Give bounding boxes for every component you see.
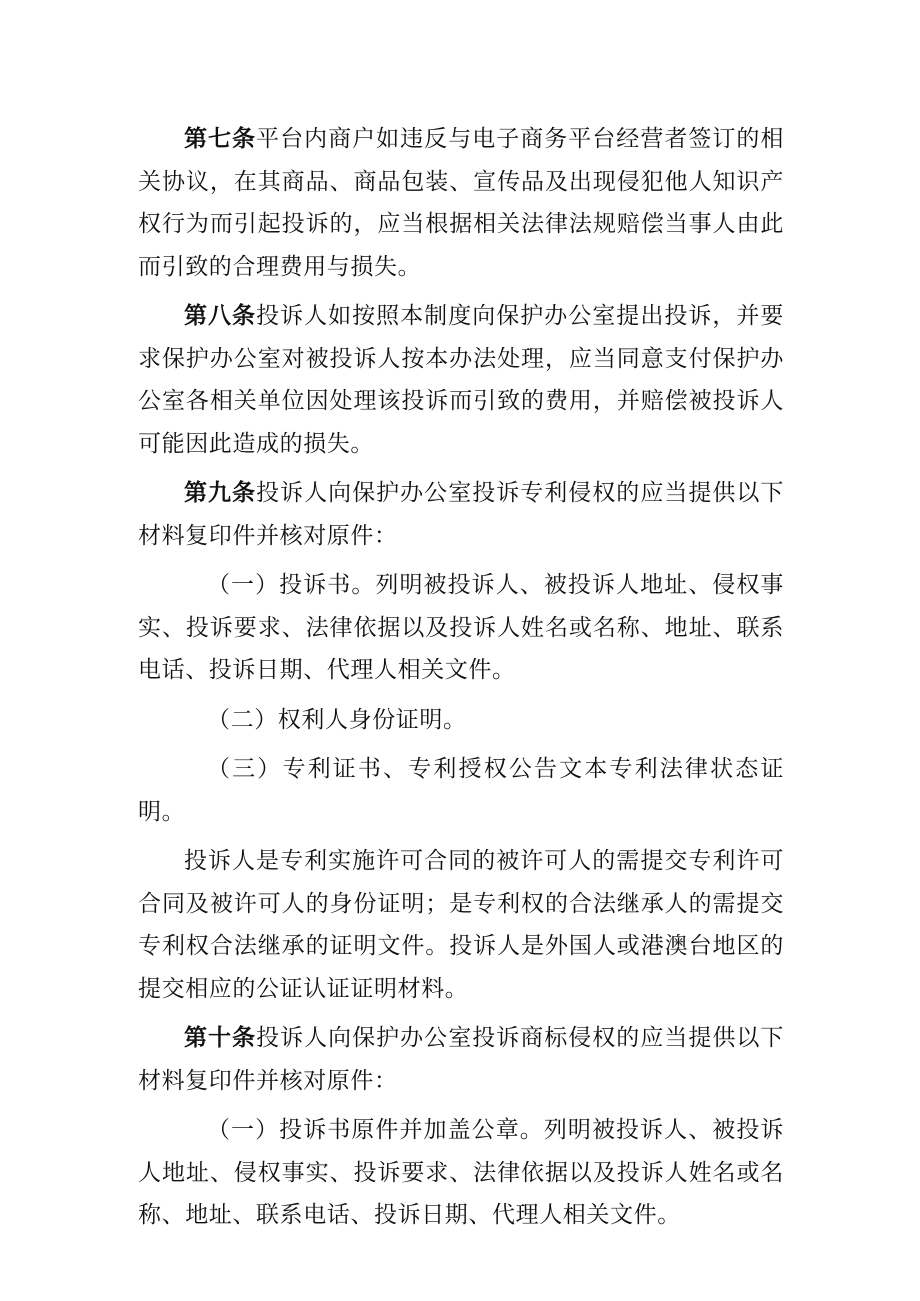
- article-9-item-3: [138, 748, 784, 833]
- article-8-paragraph: [138, 295, 784, 465]
- article-9-paragraph: [138, 472, 784, 557]
- article-9-item-3-text: （三）专利证书、专利授权公告文本专利法律状态证明。: [138, 756, 784, 825]
- article-10-paragraph: [138, 1017, 784, 1102]
- article-7-paragraph: [138, 118, 784, 288]
- document-page: [138, 118, 784, 1244]
- article-10-heading: 第十条: [184, 1024, 257, 1051]
- article-8-text: 投诉人如按照本制度向保护办公室提出投诉，并要求保护办公室对被投诉人按本办法处理，应当同意支付保护办公室各相关单位因处理该投诉而引致的费用，并赔偿被投诉人可能因此造成的损失。: [138, 303, 784, 457]
- article-10-item-1: [138, 1109, 784, 1237]
- article-8-heading: 第八条: [184, 302, 257, 329]
- article-9-heading: 第九条: [184, 479, 257, 506]
- article-10-item-1-text: （一）投诉书原件并加盖公章。列明被投诉人、被投诉人地址、侵权事实、投诉要求、法律依据以及投诉人姓名或名称、地址、联系电话、投诉日期、代理人相关文件。: [138, 1117, 784, 1228]
- article-9-note-text: 投诉人是专利实施许可合同的被许可人的需提交专利许可合同及被许可人的身份证明；是专利权的合法继承人的需提交专利权合法继承的证明文件。投诉人是外国人或港澳台地区的提交相应的公证认证证明材料。: [138, 848, 784, 1002]
- article-9-item-1-text: （一）投诉书。列明被投诉人、被投诉人地址、侵权事实、投诉要求、法律依据以及投诉人姓名或名称、地址、联系电话、投诉日期、代理人相关文件。: [138, 572, 784, 683]
- article-9-text: 投诉人向保护办公室投诉专利侵权的应当提供以下材料复印件并核对原件：: [138, 480, 784, 549]
- article-7-heading: 第七条: [184, 125, 257, 152]
- article-7-text: 平台内商户如违反与电子商务平台经营者签订的相关协议，在其商品、商品包装、宣传品及出现侵犯他人知识产权行为而引起投诉的，应当根据相关法律法规赔偿当事人由此而引致的合理费用与损失。: [138, 126, 784, 280]
- article-10-text: 投诉人向保护办公室投诉商标侵权的应当提供以下材料复印件并核对原件：: [138, 1025, 784, 1094]
- article-9-note-paragraph: [138, 840, 784, 1010]
- article-9-item-1: [138, 564, 784, 692]
- article-9-item-2: [138, 699, 784, 742]
- article-9-item-2-text: （二）权利人身份证明。: [207, 706, 467, 733]
